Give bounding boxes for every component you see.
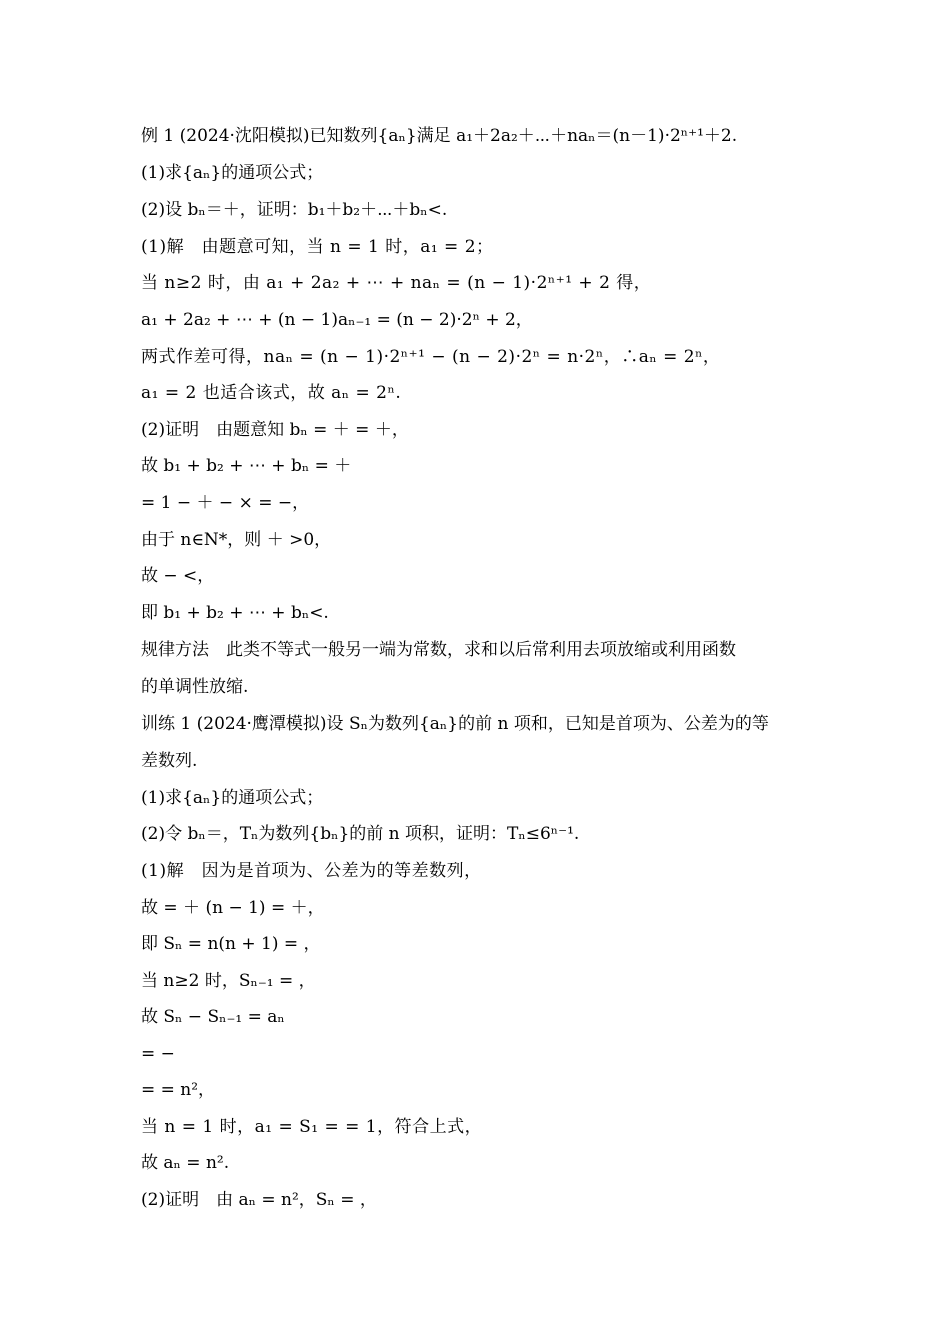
solution-2-line-9: 故 aₙ = n².: [141, 1153, 230, 1173]
solution-2-line-1: (1)解 因为是首项为、公差为的等差数列，: [141, 861, 482, 881]
exercise-1-part-1: (1)求{aₙ}的通项公式；: [141, 788, 324, 808]
method-note-line-2: 的单调性放缩.: [141, 677, 249, 697]
method-note-line-1: 规律方法 此类不等式一般另一端为常数，求和以后常利用去项放缩或利用函数: [141, 640, 736, 660]
solution-1-line-3: a₁ + 2a₂ + ⋯ + (n − 1)aₙ₋₁ = (n − 2)·2ⁿ + 2，: [141, 310, 533, 330]
proof-1-line-5: 故 − <，: [141, 566, 215, 586]
example-1-statement: 例 1 (2024·沈阳模拟)已知数列{aₙ}满足 a₁＋2a₂＋⋯＋naₙ＝(n－1)·2ⁿ⁺¹＋2.: [141, 126, 738, 146]
proof-1-line-2: 故 b₁ + b₂ + ⋯ + bₙ = ＋: [141, 456, 352, 476]
solution-2-line-5: 故 Sₙ − Sₙ₋₁ = aₙ: [141, 1007, 285, 1027]
example-1-part-1: (1)求{aₙ}的通项公式；: [141, 163, 324, 183]
solution-2-line-2: 故 = ＋ (n − 1) = ＋，: [141, 898, 325, 918]
exercise-1-statement-line-1: 训练 1 (2024·鹰潭模拟)设 Sₙ为数列{aₙ}的前 n 项和，已知是首项为、公差为的等: [141, 714, 769, 734]
proof-1-line-1: (2)证明 由题意知 bₙ = ＋ = ＋，: [141, 420, 409, 440]
proof-2-line-1: (2)证明 由 aₙ = n²，Sₙ = ，: [141, 1190, 377, 1210]
solution-1-line-1: (1)解 由题意可知，当 n = 1 时，a₁ = 2；: [141, 237, 494, 257]
proof-1-line-4: 由于 n∈N*，则 ＋ >0，: [141, 530, 332, 550]
solution-2-line-4: 当 n≥2 时，Sₙ₋₁ = ，: [141, 971, 316, 991]
solution-1-line-2: 当 n≥2 时，由 a₁ + 2a₂ + ⋯ + naₙ = (n − 1)·2ⁿ⁺¹ + 2 得，: [141, 273, 652, 293]
proof-1-line-3: = 1 − ＋ − × = −，: [141, 493, 310, 513]
exercise-1-statement-line-2: 差数列.: [141, 751, 198, 771]
proof-1-line-6: 即 b₁ + b₂ + ⋯ + bₙ<.: [141, 603, 329, 623]
exercise-1-part-2: (2)令 bₙ＝，Tₙ为数列{bₙ}的前 n 项积，证明：Tₙ≤6ⁿ⁻¹.: [141, 824, 580, 844]
solution-2-line-3: 即 Sₙ = n(n + 1) = ，: [141, 934, 321, 954]
solution-2-line-7: = = n²，: [141, 1080, 216, 1100]
solution-2-line-6: = −: [141, 1044, 175, 1064]
solution-1-line-4: 两式作差可得，naₙ = (n − 1)·2ⁿ⁺¹ − (n − 2)·2ⁿ = n·2ⁿ，∴aₙ = 2ⁿ，: [141, 347, 721, 367]
solution-1-line-5: a₁ = 2 也适合该式，故 aₙ = 2ⁿ.: [141, 383, 402, 403]
solution-2-line-8: 当 n = 1 时，a₁ = S₁ = = 1，符合上式，: [141, 1117, 483, 1137]
example-1-part-2: (2)设 bₙ＝＋，证明：b₁＋b₂＋⋯＋bₙ<.: [141, 200, 448, 220]
